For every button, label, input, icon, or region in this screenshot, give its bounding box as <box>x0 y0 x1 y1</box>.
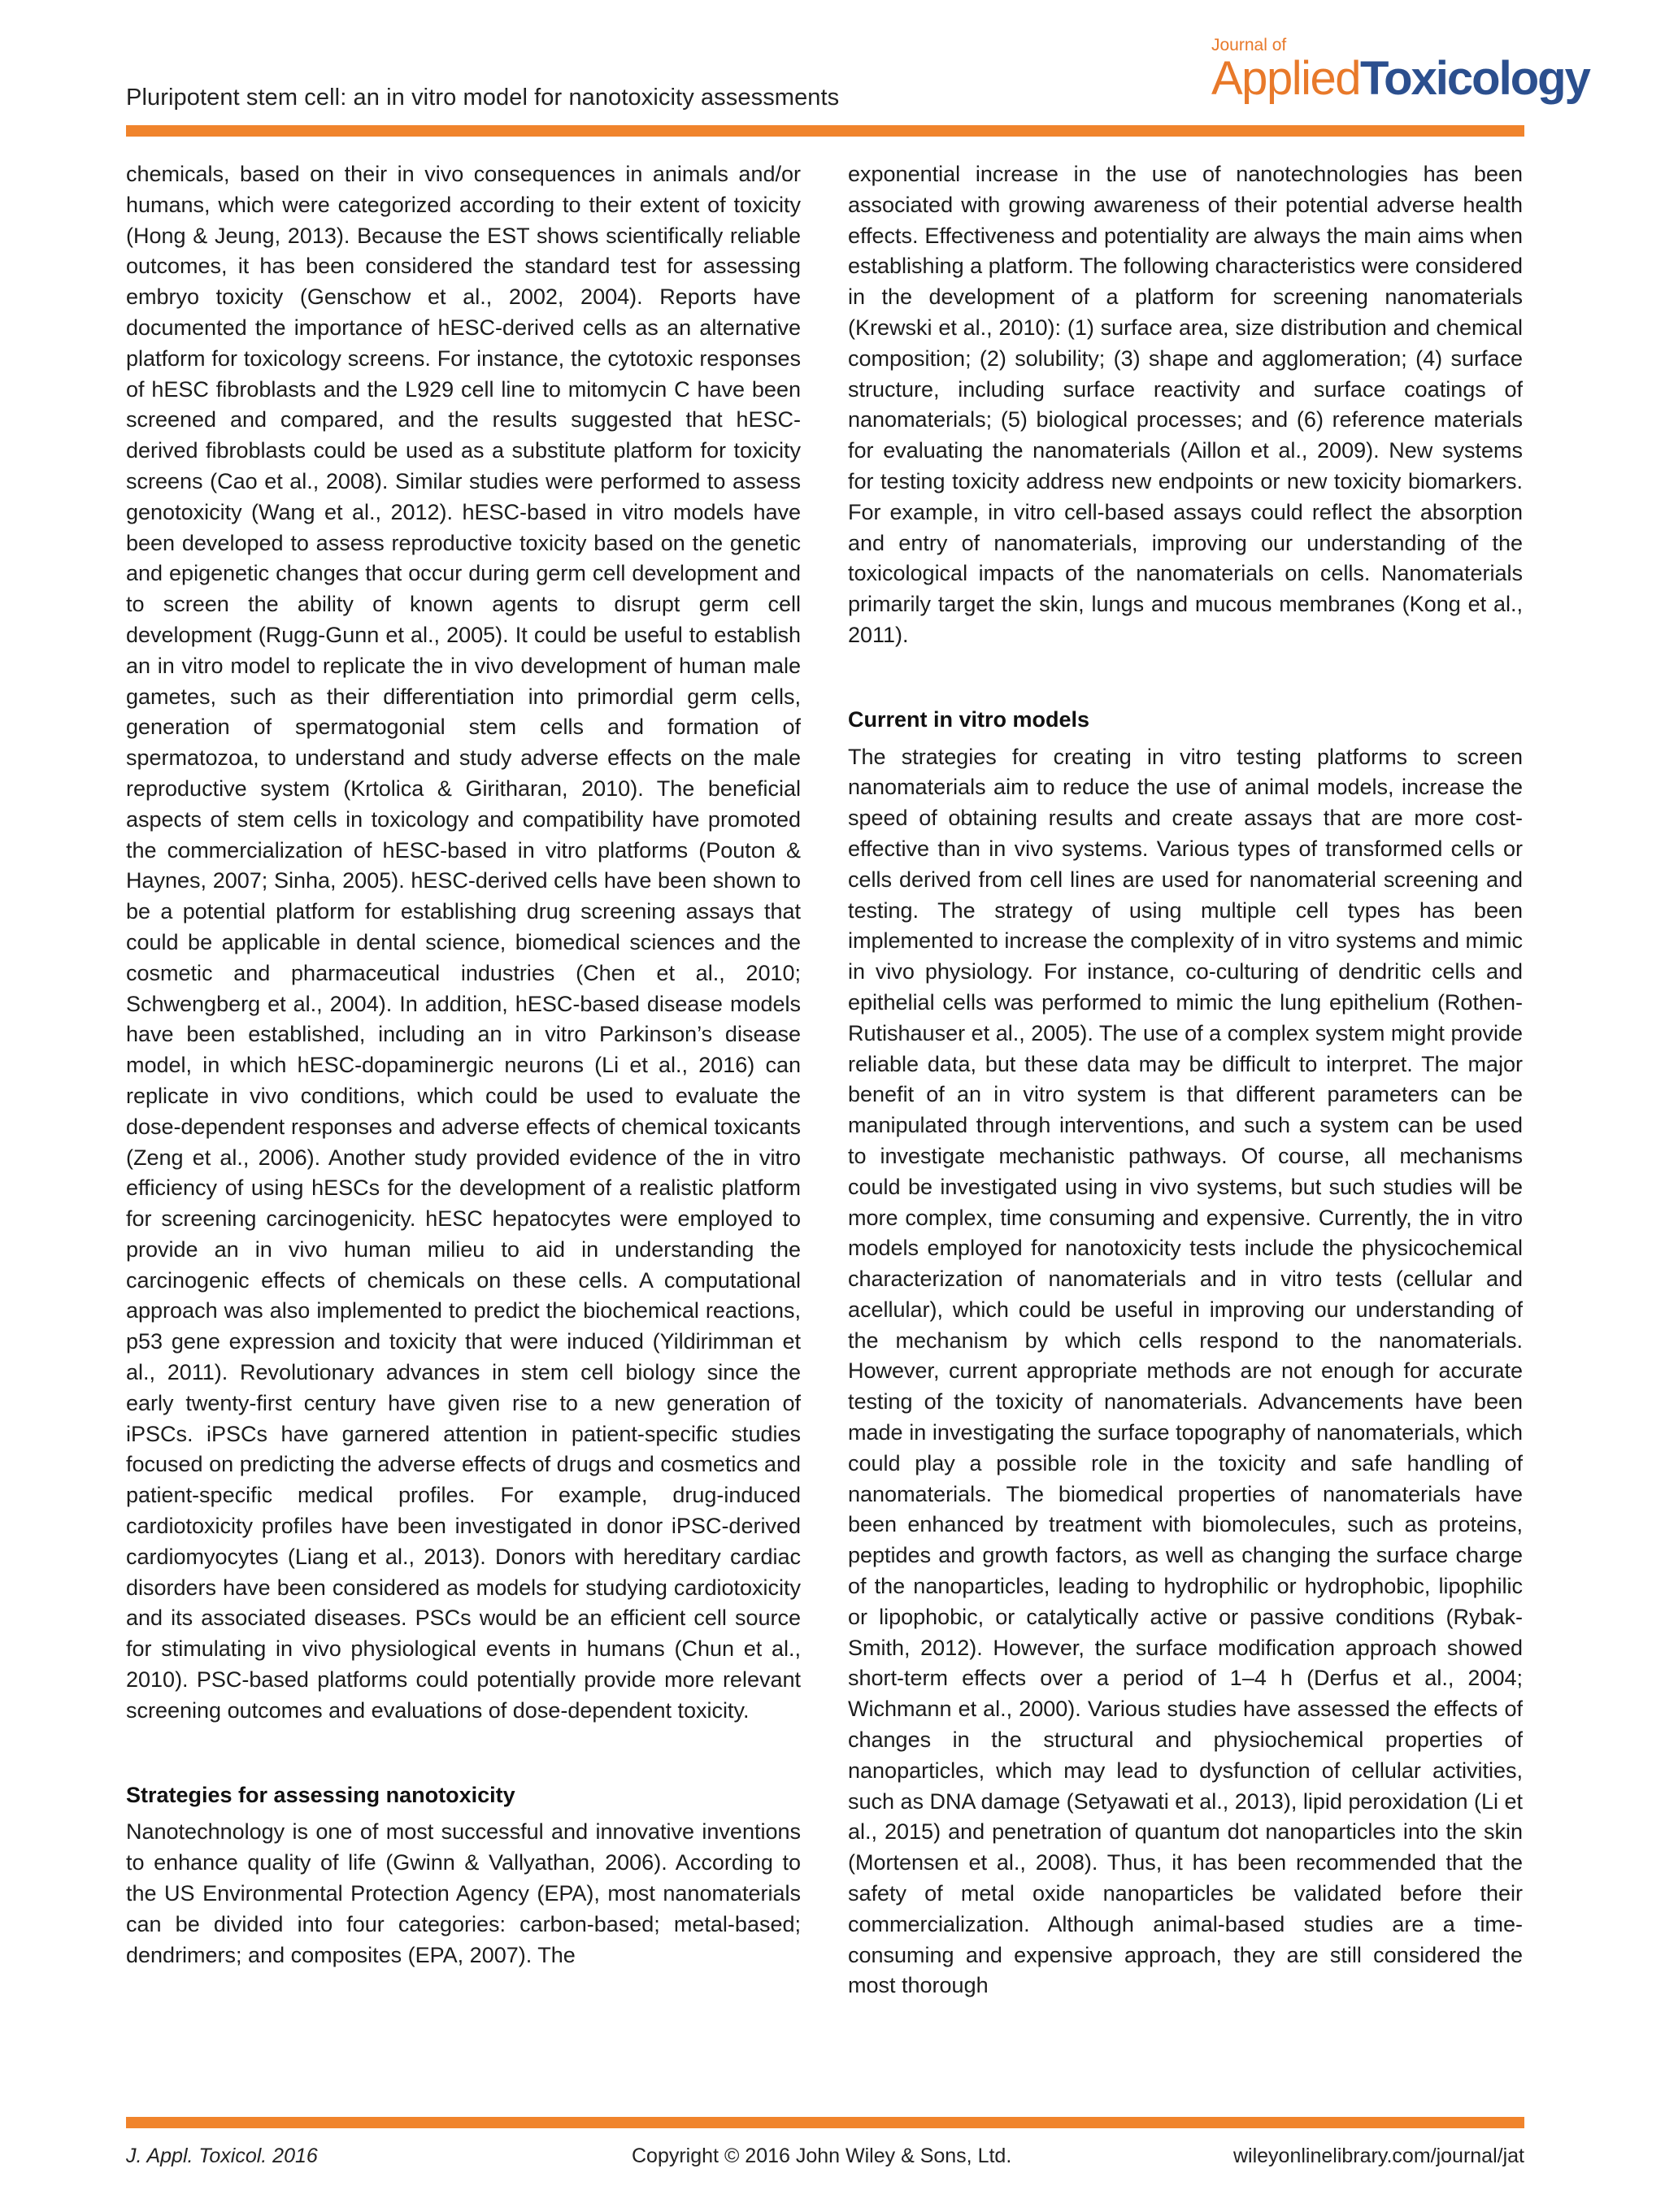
section-heading-in-vitro-models: Current in vitro models <box>848 706 1090 732</box>
right-paragraph-1: exponential increase in the use of nanotechnologies has been associated with growing awareness of their potential adverse health effects. Effectiveness and potentiality are always the main aims when establishing a platform. The following characteristics were considered in the development of a platform for screening nanomaterials (Krewski et al., 2010): (1) surface area, size distribution and chemical composition; (2) solubility; (3) shape and agglomeration; (4) surface structure, including surface reactivity and surface coatings of nanomaterials; (5) biological processes; and (6) reference materials for evaluating the nanomaterials (Aillon et al., 2009). New systems for testing toxicity address new endpoints or new toxicity biomarkers. For example, in vitro cell-based assays could reflect the absorption and entry of nanomaterials, improving our understanding of the toxicological impacts of the nanomaterials on cells. Nanomaterials primarily target the skin, lungs and mucous membranes (Kong et al., 2011). <box>848 162 1523 647</box>
running-title: Pluripotent stem cell: an in vitro model for nanotoxicity assessments <box>126 85 840 111</box>
logo-wordmark <box>1211 52 1589 106</box>
footer-url[interactable]: wileyonlinelibrary.com/journal/jat <box>1232 2145 1524 2167</box>
logo-applied: Applied <box>1211 52 1360 105</box>
left-column <box>126 159 801 1971</box>
left-paragraph-1: chemicals, based on their in vivo consequences in animals and/or humans, which were categorized according to their extent of toxicity (Hong & Jeung, 2013). Because the EST shows scientifically reliable outcomes, it has been considered the standard test for assessing embryo toxicity (Genschow et al., 2002, 2004). Reports have documented the importance of hESC-derived cells as an alternative platform for toxicology screens. For instance, the cytotoxic responses of hESC fibroblasts and the L929 cell line to mitomycin C have been screened and compared, and the results suggested that hESC-derived fibroblasts could be used as a substitute platform for toxicity screens (Cao et al., 2008). Similar studies were performed to assess genotoxicity (Wang et al., 2012). hESC-based in vitro models have been developed to assess reproductive toxicity based on the genetic and epigenetic changes that occur during germ cell development and to screen the ability of known agents to disrupt germ cell development (Rugg-Gunn et al., 2005). It could be useful to establish an in vitro model to replicate the in vivo development of human male gametes, such as their differentiation into primordial germ cells, generation of spermatogonial stem cells and formation of spermatozoa, to understand and study adverse effects on the male reproductive system (Krtolica & Giritharan, 2010). The beneficial aspects of stem cells in toxicology and compatibility have promoted the commercialization of hESC-based in vitro platforms (Pouton & Haynes, 2007; Sinha, 2005). hESC-derived cells have been shown to be a potential platform for establishing drug screening assays that could be applicable in dental science, biomedical sciences and the cosmetic and pharmaceutical industries (Chen et al., 2010; Schwengberg et al., 2004). In addition, hESC-based disease models have been established, including an in vitro Parkinson’s disease model, in which hESC-dopaminergic neurons (Li et al., 2016) can replicate in vivo conditions, which could be used to evaluate the dose-dependent responses and adverse effects of chemical toxicants (Zeng et al., 2006). Another study provided evidence of the in vitro efficiency of using hESCs for the development of a realistic platform for screening carcinogenicity. hESC hepatocytes were employed to provide an in vivo human milieu to aid in understanding the carcinogenic effects of chemicals on these cells. A computational approach was also implemented to predict the biochemical reactions, p53 gene expression and toxicity that were induced (Yildirimman et al., 2011). Revolutionary advances in stem cell biology since the early twenty-first century have given rise to a new generation of iPSCs. iPSCs have garnered attention in patient-specific studies focused on predicting the adverse effects of drugs and cosmetics and patient-specific medical profiles. For example, drug-induced cardiotoxicity profiles have been investigated in donor iPSC-derived cardiomyocytes (Liang et al., 2013). Donors with hereditary cardiac disorders have been considered as models for studying cardiotoxicity and its associated diseases. PSCs would be an efficient cell source for stimulating in vivo physiological events in humans (Chun et al., 2010). PSC-based platforms could potentially provide more relevant screening outcomes and evaluations of dose-dependent toxicity. <box>126 162 801 1723</box>
footer-rule <box>126 2117 1524 2128</box>
section-heading-nanotoxicity: Strategies for assessing nanotoxicity <box>126 1782 515 1807</box>
footer-copyright: Copyright © 2016 John Wiley & Sons, Ltd. <box>632 2145 1012 2167</box>
header-rule <box>126 125 1524 137</box>
right-column <box>848 159 1523 2001</box>
logo-journal-of: Journal of <box>1211 36 1287 54</box>
logo-toxicology: Toxicology <box>1359 52 1589 105</box>
right-paragraph-2: The strategies for creating in vitro testing platforms to screen nanomaterials aim to reduce the use of animal models, increase the speed of obtaining results and create assays that are more cost-effective than in vivo systems. Various types of transformed cells or cells derived from cell lines are used for nanomaterial screening and testing. The strategy of using multiple cell types has been implemented to increase the complexity of in vitro systems and mimic in vivo physiology. For instance, co-culturing of dendritic cells and epithelial cells was performed to mimic the lung epithelium (Rothen-Rutishauser et al., 2005). The use of a complex system might provide reliable data, but these data may be difficult to interpret. The major benefit of an in vitro system is that different parameters can be manipulated through interventions, and such a system can be used to investigate mechanistic pathways. Of course, all mechanisms could be investigated using in vivo systems, but such studies will be more complex, time consuming and expensive. Currently, the in vitro models employed for nanotoxicity tests include the physicochemical characterization of nanomaterials and in vitro tests (cellular and acellular), which could be useful in improving our understanding of the mechanism by which cells respond to the nanomaterials. However, current appropriate methods are not enough for accurate testing of the toxicity of nanomaterials. Advancements have been made in investigating the surface topography of nanomaterials, which could play a possible role in the toxicity and safe handling of nanomaterials. The biomedical properties of nanomaterials have been enhanced by treatment with biomolecules, such as proteins, peptides and growth factors, as well as changing the surface charge of the nanoparticles, leading to hydrophilic or hydrophobic, lipophilic or lipophobic, or catalytically active or passive conditions (Rybak-Smith, 2012). However, the surface modification approach showed short-term effects over a period of 1–4 h (Derfus et al., 2004; Wichmann et al., 2000). Various studies have assessed the effects of changes in the structural and physiochemical properties of nanoparticles, which may lead to dysfunction of cellular activities, such as DNA damage (Setyawati et al., 2013), lipid peroxidation (Li et al., 2015) and penetration of quantum dot nanoparticles into the skin (Mortensen et al., 2008). Thus, it has been recommended that the safety of metal oxide nanoparticles be validated before their commercialization. Although animal-based studies are a time-consuming and expensive approach, they are still considered the most thorough <box>848 744 1523 1998</box>
left-paragraph-2: Nanotechnology is one of most successful and innovative inventions to enhance quality of life (Gwinn & Vallyathan, 2006). According to the US Environmental Protection Agency (EPA), most nanomaterials can be divided into four categories: carbon-based; metal-based; dendrimers; and composites (EPA, 2007). The <box>126 1819 801 1967</box>
journal-logo <box>1211 33 1589 114</box>
footer-citation: J. Appl. Toxicol. 2016 <box>126 2145 318 2167</box>
